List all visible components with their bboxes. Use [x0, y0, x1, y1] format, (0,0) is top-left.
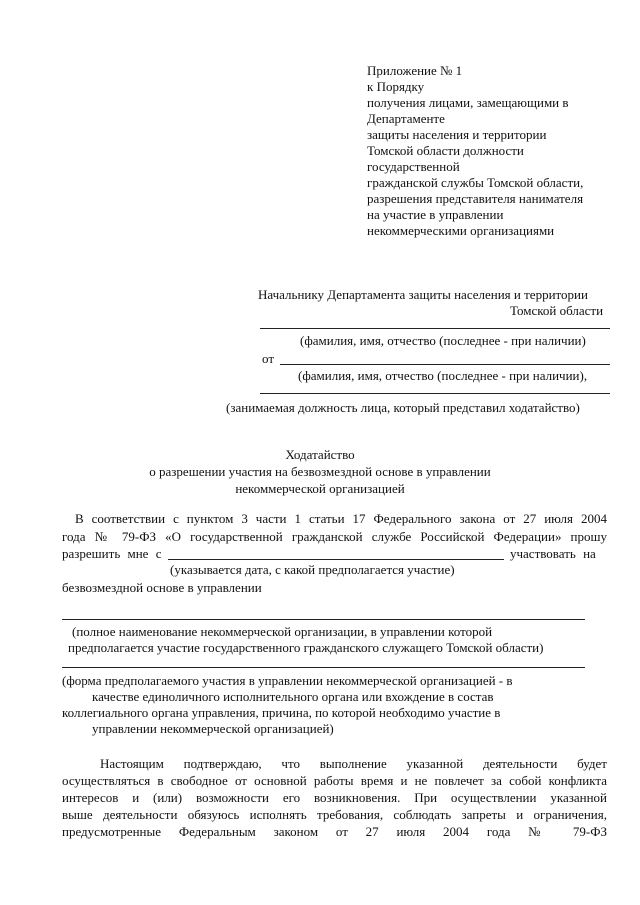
caption-form-4: управлении некоммерческой организацией): [92, 721, 334, 736]
p2-line: выше деятельности обязуюсь исполнять требования, соблюдать запреты и ограничения,: [62, 807, 607, 822]
caption-date: (указывается дата, с какой предполагается участие): [170, 562, 455, 577]
p1-line: года № 79-ФЗ «О государственной гражданской службе Российской Федерации» прошу: [62, 529, 607, 544]
caption-fio-2: (фамилия, имя, отчество (последнее - при наличии),: [298, 368, 588, 383]
appendix-line: на участие в управлении: [367, 207, 504, 222]
caption-form-3: коллегиального органа управления, причина, по которой необходимо участие в: [62, 705, 501, 720]
p2-line: предусмотренные Федеральным законом от 27 июля 2004 года № 79-ФЗ: [62, 824, 607, 839]
caption-fio-1: (фамилия, имя, отчество (последнее - при наличии): [300, 333, 586, 348]
form-blank-line: [62, 667, 585, 668]
p1-line3-end: участвовать на: [510, 546, 596, 561]
appendix-line: некоммерческими организациями: [367, 223, 555, 238]
caption-form-1: (форма предполагаемого участия в управлении некоммерческой организацией - в: [62, 673, 513, 688]
caption-form-2: качестве единоличного исполнительного органа или вхождение в состав: [92, 689, 494, 704]
caption-org-2: предполагается участие государственного гражданского служащего Томской области): [68, 640, 544, 655]
org-blank-line: [62, 619, 585, 620]
addressee-line-1: Начальнику Департамента защиты населения и территории: [258, 287, 588, 302]
appendix-line: к Порядку: [367, 79, 425, 94]
caption-position: (занимаемая должность лица, который представил ходатайство): [226, 400, 580, 415]
title-line-3: некоммерческой организацией: [235, 481, 405, 496]
appendix-line: Департаменте: [367, 111, 445, 126]
appendix-line: гражданской службы Томской области,: [367, 175, 584, 190]
title-heading: Ходатайство: [285, 447, 355, 462]
appendix-line: защиты населения и территории: [367, 127, 547, 142]
p2-line: осуществляться в свободное от основной работы время и не повлечет за собой конфликта: [62, 773, 607, 788]
appendix-line: Приложение № 1: [367, 63, 463, 78]
name-blank-line: [260, 328, 610, 329]
title-line-2: о разрешении участия на безвозмездной основе в управлении: [149, 464, 491, 479]
p1-line4: безвозмездной основе в управлении: [62, 580, 262, 595]
from-label: от: [262, 351, 275, 366]
p1-line: В соответствии с пунктом 3 части 1 статьи 17 Федерального закона от 27 июля 2004: [75, 511, 607, 526]
addressee-line-2: Томской области: [510, 303, 604, 318]
from-blank-line: [280, 364, 610, 365]
appendix-line: получения лицами, замещающими в: [367, 95, 569, 110]
appendix-line: разрешения представителя нанимателя: [367, 191, 584, 206]
position-blank-line: [260, 393, 610, 394]
p2-line: Настоящим подтверждаю, что выполнение указанной деятельности будет: [100, 756, 607, 771]
date-blank-line: [168, 559, 504, 560]
p1-line3-start: разрешить мне с: [62, 546, 162, 561]
appendix-line: Томской области должности: [367, 143, 524, 158]
caption-org-1: (полное наименование некоммерческой организации, в управлении которой: [72, 624, 493, 639]
p2-line: интересов и (или) возможности его возникновения. При осуществлении указанной: [62, 790, 607, 805]
appendix-line: государственной: [367, 159, 460, 174]
